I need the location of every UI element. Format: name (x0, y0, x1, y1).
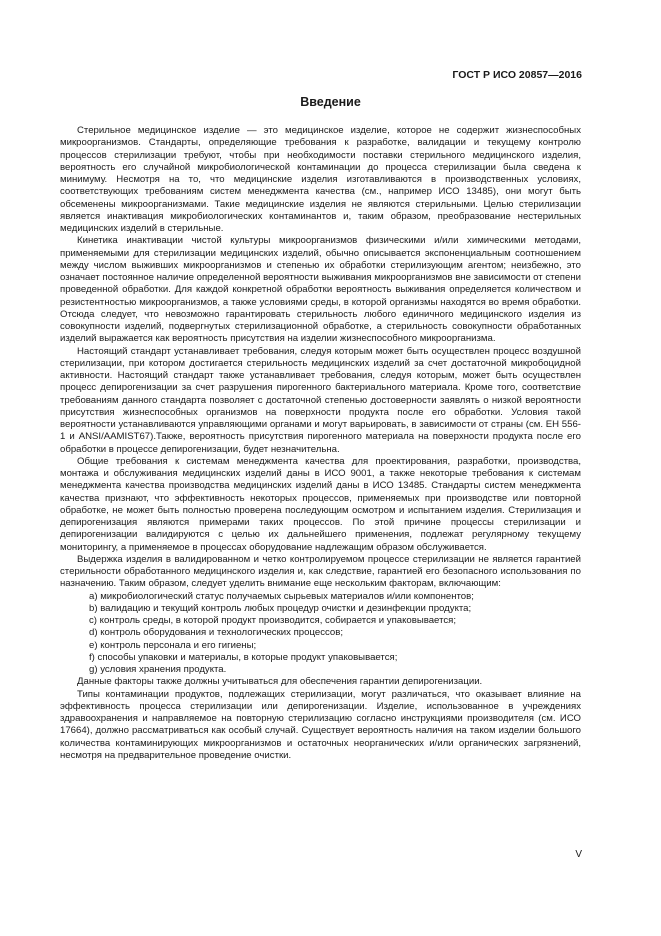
paragraph: Общие требования к системам менеджмента качества для проектирования, разработки, производства, монтажа и обслуживания медицинских изделий даны в ИСО 9001, а также некоторые требования к системам менеджмента качества производства медицинских изделий даны в ИСО 13485. Стандарты систем менеджмента качества признают, что эффективность некоторых процессов, применяемых при производстве или повторной обработке, не может быть полностью проверена последующим осмотром и испытанием изделия. Стерилизация и депирогенизация являются примерами таких процессов. По этой причине процессы стерилизации и депирогенизации валидируются с целью их дальнейшего применения, подлежат регулярному текущему мониторингу, а применяемое в процессах оборудование надлежащим образом обслуживается. (60, 455, 581, 553)
list-item: e) контроль персонала и его гигиены; (89, 639, 257, 651)
list-item: b) валидацию и текущий контроль любых процедур очистки и дезинфекции продукта; (89, 602, 472, 614)
paragraph: Настоящий стандарт устанавливает требования, следуя которым может быть осуществлен процесс воздушной стерилизации, при котором достигается стерильность медицинских изделий за счет достаточной микробоцидной активности. Настоящий стандарт также устанавливает требования, следуя которым, может быть осуществлен процесс депирогенизации за счет разрушения пирогенного бактериального материала. Кроме того, соответствие требованиям данного стандарта позволяет с достаточной степенью достоверности заявлять о низкой вероятности присутствия жизнеспособных организмов на поверхности продукта после его обработки. Условия такой вероятности устанавливаются управляющими органами и могут варьировать, в зависимости от страны (см. ЕН 556-1 и ANSI/AAMIST67).Также, вероятность присутствия пирогенного материала на поверхности продукта после его обработки в процессе депирогенизации, будет незначительна. (60, 345, 581, 455)
list-item: g) условия хранения продукта. (89, 664, 227, 675)
document-body (60, 125, 581, 762)
list-item: a) микробиологический статус получаемых сырьевых материалов и/или компонентов; (89, 590, 474, 602)
paragraph: Типы контаминации продуктов, подлежащих стерилизации, могут различаться, что оказывает влияние на эффективность процесса стерилизации или депирогенизации. Изделие, использованное в учреждениях здравоохранения и направляемое на повторную стерилизацию согласно инструкциями производителя (см. ИСО 17664), должно рассматриваться как особый случай. Существует вероятность наличия на таком изделии большого количества контаминирующих микроорганизмов и остаточных неорганических и/или органических загрязнений, несмотря на предварительное проведение очистки. (60, 688, 581, 761)
paragraph: Выдержка изделия в валидированном и четко контролируемом процессе стерилизации не является гарантией стерильности обработанного медицинского изделия и, как следствие, гарантией его безопасного использования по назначению. Таким образом, следует уделить внимание еще нескольким факторам, включающим: (60, 553, 581, 590)
list-item: f) способы упаковки и материалы, в которые продукт упаковывается; (89, 651, 398, 663)
list-item: c) контроль среды, в которой продукт производится, собирается и упаковывается; (89, 615, 457, 626)
document-id-header: ГОСТ Р ИСО 20857—2016 (452, 69, 582, 81)
list-item: d) контроль оборудования и технологических процессов; (89, 627, 343, 639)
paragraph: Кинетика инактивации чистой культуры микроорганизмов физическими и/или химическими методами, применяемыми для стерилизации медицинских изделий, обычно описывается экспоненциальным соотношением между числом выживших микроорганизмов и степенью их обработки стерилизующим агентом; неизбежно, это означает постоянное наличие определенной вероятности выживания микроорганизмов вне зависимости от степени проведенной обработки. Для каждой конкретной обработки вероятность выживания определяется количеством и резистентностью микроорганизмов, а также условиями среды, в которой организмы находятся во время обработки. Отсюда следует, что невозможно гарантировать стерильность любого единичного медицинского изделия из совокупности изделий, подвергнутых стерилизационной обработке, а стерильность совокупности обработанных изделий выражается как вероятность присутствия на изделии жизнеспособного микроорганизма. (60, 235, 581, 345)
paragraph: Стерильное медицинское изделие — это медицинское изделие, которое не содержит жизнеспособных микроорганизмов. Стандарты, определяющие требования к разработке, валидации и текущему контролю процессов стерилизации требуют, чтобы при необходимости поставки стерильного медицинского изделия, вероятность его случайной микробиологической контаминации до процесса стерилизации была сведена к минимуму. Несмотря на то, что медицинские изделия изготавливаются в производственных условиях, соответствующих требованиям систем менеджмента качества (см., например ИСО 13485), они могут быть обсеменены микроорганизмами. Такие медицинские изделия не являются стерильными. Целью стерилизации является инактивация микробиологических контаминантов и, таким образом, преобразование нестерильных медицинских изделий в стерильные. (60, 125, 581, 234)
paragraph: Данные факторы также должны учитываться для обеспечения гарантии депирогенизации. (77, 676, 483, 688)
section-title: Введение (300, 95, 361, 109)
page-number: V (575, 849, 582, 860)
